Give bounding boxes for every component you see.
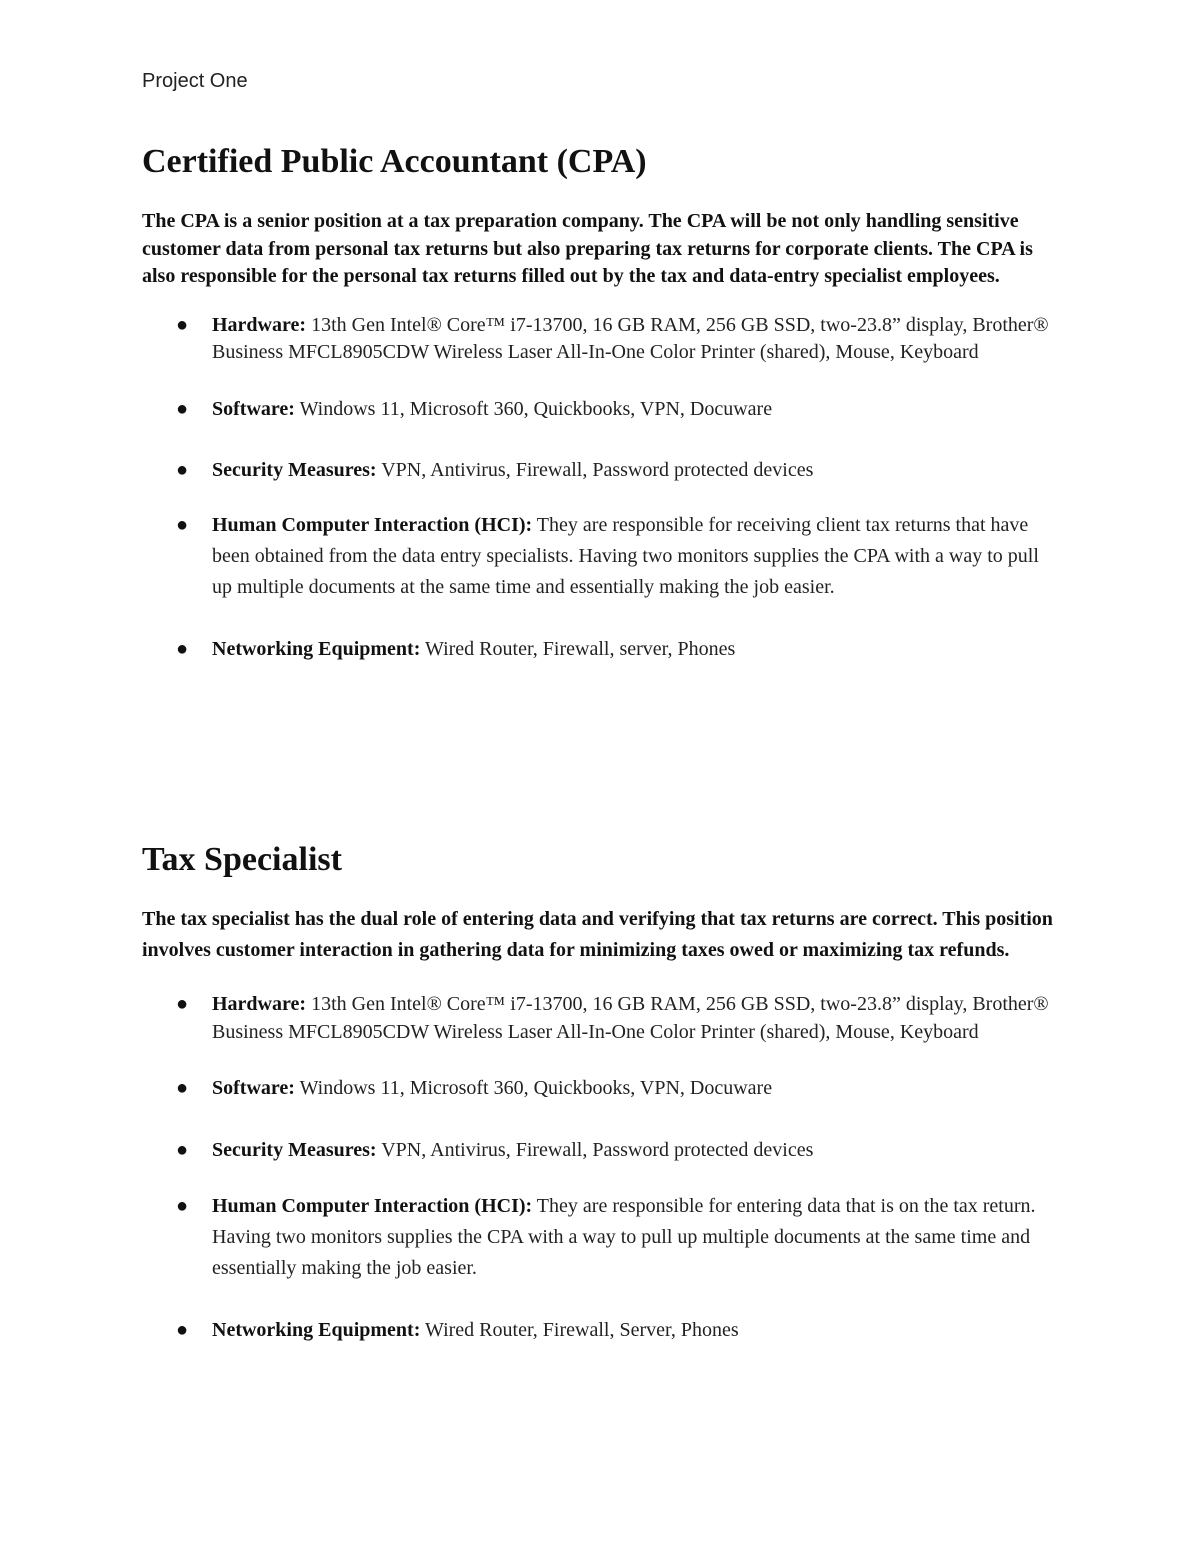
bullet-icon: ● <box>176 313 189 336</box>
bullet-icon: ● <box>176 397 189 420</box>
item-text: VPN, Antivirus, Firewall, Password protected devices <box>376 1138 814 1161</box>
item-label: Security Measures: <box>212 1138 377 1161</box>
list-item <box>142 1317 1062 1345</box>
section-intro: The tax specialist has the dual role of entering data and verifying that tax returns are correct. This position involves customer interaction in gathering data for minimizing taxes owed or maximizing tax refunds. <box>142 908 1053 961</box>
bullet-icon: ● <box>176 459 189 481</box>
bullet-icon: ● <box>176 1195 189 1217</box>
list-item <box>142 312 1062 367</box>
item-text: Wired Router, Firewall, server, Phones <box>420 637 736 660</box>
bullet-icon: ● <box>176 513 189 536</box>
list-item <box>142 636 1062 664</box>
item-label: Human Computer Interaction (HCI): <box>212 1195 533 1217</box>
item-label: Networking Equipment: <box>212 637 421 660</box>
section-intro: The CPA is a senior position at a tax preparation company. The CPA will be not only handling sensitive customer data from personal tax returns but also preparing tax returns for corporate clients. The CPA is also responsible for the personal tax returns filled out by the tax and data-entry specialist employees. <box>142 210 1033 287</box>
item-label: Software: <box>212 397 295 420</box>
item-text: 13th Gen Intel® Core™ i7-13700, 16 GB RAM, 256 GB SSD, two-23.8” display, Brother® Business MFCL8905CDW Wireless Laser All-In-One Color Printer (shared), Mouse, Keyboard <box>212 993 1049 1043</box>
item-text: They are responsible for entering data that is on the tax return. Having two monitors supplies the CPA with a way to pull up multiple documents at the same time and essentially making the job easier. <box>212 1195 1036 1279</box>
item-label: Hardware: <box>212 993 307 1015</box>
bullet-icon: ● <box>176 993 189 1015</box>
item-text: Windows 11, Microsoft 360, Quickbooks, VPN, Docuware <box>294 1077 773 1099</box>
item-text: They are responsible for receiving client tax returns that have been obtained from the data entry specialists. Having two monitors supplies the CPA with a way to pull up multiple documents at the same time and essentially making the job easier. <box>212 513 1039 598</box>
item-text: Wired Router, Firewall, Server, Phones <box>420 1319 739 1341</box>
section-cpa <box>142 140 1062 663</box>
list-item <box>142 396 1062 424</box>
item-text: Windows 11, Microsoft 360, Quickbooks, VPN, Docuware <box>294 397 773 420</box>
equipment-list <box>142 991 1062 1345</box>
list-item <box>142 991 1062 1046</box>
item-text: VPN, Antivirus, Firewall, Password protected devices <box>376 459 814 481</box>
list-item <box>142 1137 1062 1165</box>
list-item <box>142 1075 1062 1103</box>
section-heading: Tax Specialist <box>142 841 342 878</box>
list-item <box>142 510 1062 603</box>
item-label: Security Measures: <box>212 459 377 481</box>
bullet-icon: ● <box>176 1319 189 1341</box>
section-heading: Certified Public Accountant (CPA) <box>142 143 647 180</box>
page-header: Project One <box>142 70 248 92</box>
list-item <box>142 457 1062 485</box>
equipment-list <box>142 312 1062 664</box>
item-label: Networking Equipment: <box>212 1319 421 1341</box>
bullet-icon: ● <box>176 1077 189 1099</box>
item-label: Human Computer Interaction (HCI): <box>212 513 533 536</box>
list-item <box>142 1191 1062 1284</box>
bullet-icon: ● <box>176 1138 189 1161</box>
bullet-icon: ● <box>176 637 189 660</box>
item-text: 13th Gen Intel® Core™ i7-13700, 16 GB RAM, 256 GB SSD, two-23.8” display, Brother® Business MFCL8905CDW Wireless Laser All-In-One Color Printer (shared), Mouse, Keyboard <box>212 313 1049 363</box>
section-tax-specialist <box>142 838 1062 1345</box>
item-label: Hardware: <box>212 313 307 336</box>
item-label: Software: <box>212 1077 295 1099</box>
